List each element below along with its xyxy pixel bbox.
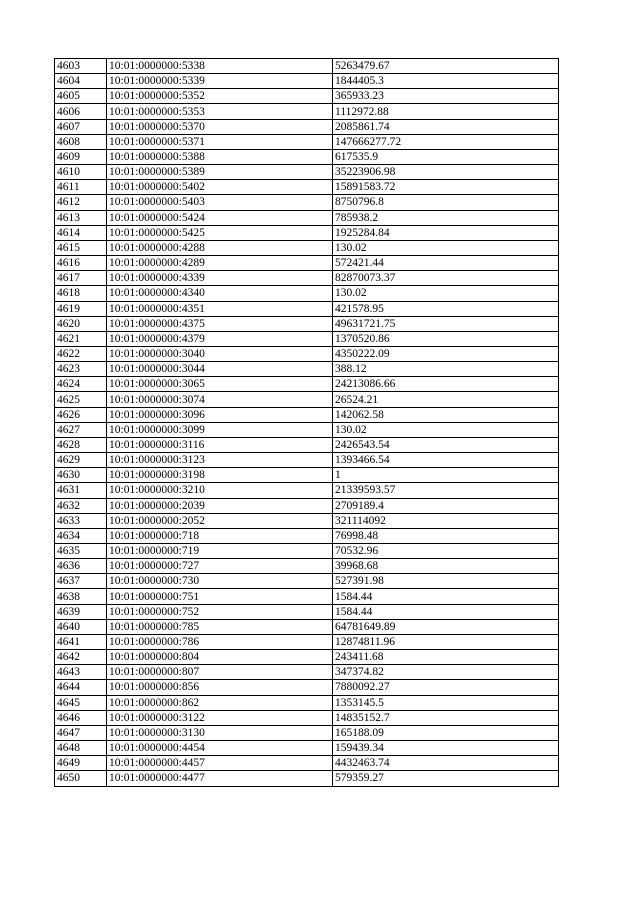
- table-row: [55, 346, 559, 361]
- value-cell: 35223906.98: [333, 165, 559, 180]
- table-row: [55, 362, 559, 377]
- table-row: [55, 741, 559, 756]
- row-number-cell: 4621: [55, 331, 107, 346]
- table-row: [55, 634, 559, 649]
- value-cell: 70532.96: [333, 544, 559, 559]
- cadastral-number-cell: 10:01:0000000:4375: [107, 316, 333, 331]
- value-cell: 2085861.74: [333, 119, 559, 134]
- value-cell: 243411.68: [333, 650, 559, 665]
- value-cell: 130.02: [333, 286, 559, 301]
- table-row: [55, 771, 559, 786]
- table-row: [55, 225, 559, 240]
- table-row: [55, 195, 559, 210]
- value-cell: 24213086.66: [333, 377, 559, 392]
- row-number-cell: 4608: [55, 134, 107, 149]
- table-row: [55, 604, 559, 619]
- row-number-cell: 4627: [55, 422, 107, 437]
- table-row: [55, 210, 559, 225]
- cadastral-number-cell: 10:01:0000000:862: [107, 695, 333, 710]
- table-row: [55, 74, 559, 89]
- cadastral-number-cell: 10:01:0000000:5371: [107, 134, 333, 149]
- table-row: [55, 710, 559, 725]
- value-cell: 527391.98: [333, 574, 559, 589]
- value-cell: 39968.68: [333, 559, 559, 574]
- value-cell: 130.02: [333, 422, 559, 437]
- row-number-cell: 4625: [55, 392, 107, 407]
- value-cell: 1: [333, 468, 559, 483]
- cadastral-number-cell: 10:01:0000000:5424: [107, 210, 333, 225]
- row-number-cell: 4641: [55, 634, 107, 649]
- value-cell: 49631721.75: [333, 316, 559, 331]
- row-number-cell: 4635: [55, 544, 107, 559]
- table-row: [55, 437, 559, 452]
- table-row: [55, 468, 559, 483]
- cadastral-number-cell: 10:01:0000000:3074: [107, 392, 333, 407]
- cadastral-value-table: [54, 58, 559, 787]
- value-cell: 388.12: [333, 362, 559, 377]
- cadastral-number-cell: 10:01:0000000:5353: [107, 104, 333, 119]
- table-row: [55, 271, 559, 286]
- row-number-cell: 4634: [55, 528, 107, 543]
- value-cell: 1393466.54: [333, 453, 559, 468]
- table-row: [55, 407, 559, 422]
- row-number-cell: 4614: [55, 225, 107, 240]
- row-number-cell: 4629: [55, 453, 107, 468]
- value-cell: 142062.58: [333, 407, 559, 422]
- table-row: [55, 377, 559, 392]
- value-cell: 1844405.3: [333, 74, 559, 89]
- row-number-cell: 4616: [55, 256, 107, 271]
- cadastral-number-cell: 10:01:0000000:3122: [107, 710, 333, 725]
- value-cell: 4432463.74: [333, 756, 559, 771]
- row-number-cell: 4612: [55, 195, 107, 210]
- row-number-cell: 4636: [55, 559, 107, 574]
- table-row: [55, 104, 559, 119]
- table-row: [55, 756, 559, 771]
- value-cell: 165188.09: [333, 725, 559, 740]
- value-cell: 64781649.89: [333, 619, 559, 634]
- row-number-cell: 4624: [55, 377, 107, 392]
- row-number-cell: 4605: [55, 89, 107, 104]
- row-number-cell: 4630: [55, 468, 107, 483]
- cadastral-number-cell: 10:01:0000000:4379: [107, 331, 333, 346]
- cadastral-number-cell: 10:01:0000000:718: [107, 528, 333, 543]
- cadastral-number-cell: 10:01:0000000:752: [107, 604, 333, 619]
- value-cell: 1925284.84: [333, 225, 559, 240]
- row-number-cell: 4606: [55, 104, 107, 119]
- table-row: [55, 89, 559, 104]
- row-number-cell: 4617: [55, 271, 107, 286]
- row-number-cell: 4642: [55, 650, 107, 665]
- cadastral-number-cell: 10:01:0000000:2052: [107, 513, 333, 528]
- table-row: [55, 544, 559, 559]
- cadastral-number-cell: 10:01:0000000:4289: [107, 256, 333, 271]
- cadastral-number-cell: 10:01:0000000:730: [107, 574, 333, 589]
- cadastral-number-cell: 10:01:0000000:4288: [107, 240, 333, 255]
- value-cell: 347374.82: [333, 665, 559, 680]
- value-cell: 147666277.72: [333, 134, 559, 149]
- row-number-cell: 4620: [55, 316, 107, 331]
- cadastral-number-cell: 10:01:0000000:3044: [107, 362, 333, 377]
- value-cell: 5263479.67: [333, 59, 559, 74]
- cadastral-number-cell: 10:01:0000000:4339: [107, 271, 333, 286]
- cadastral-number-cell: 10:01:0000000:807: [107, 665, 333, 680]
- value-cell: 76998.48: [333, 528, 559, 543]
- row-number-cell: 4644: [55, 680, 107, 695]
- value-cell: 14835152.7: [333, 710, 559, 725]
- cadastral-number-cell: 10:01:0000000:3096: [107, 407, 333, 422]
- value-cell: 421578.95: [333, 301, 559, 316]
- row-number-cell: 4639: [55, 604, 107, 619]
- table-row: [55, 392, 559, 407]
- table-row: [55, 59, 559, 74]
- value-cell: 365933.23: [333, 89, 559, 104]
- cadastral-number-cell: 10:01:0000000:4457: [107, 756, 333, 771]
- cadastral-number-cell: 10:01:0000000:3210: [107, 483, 333, 498]
- value-cell: 15891583.72: [333, 180, 559, 195]
- row-number-cell: 4648: [55, 741, 107, 756]
- cadastral-number-cell: 10:01:0000000:4351: [107, 301, 333, 316]
- cadastral-number-cell: 10:01:0000000:3198: [107, 468, 333, 483]
- cadastral-number-cell: 10:01:0000000:4340: [107, 286, 333, 301]
- cadastral-number-cell: 10:01:0000000:5352: [107, 89, 333, 104]
- value-cell: 12874811.96: [333, 634, 559, 649]
- table-row: [55, 589, 559, 604]
- row-number-cell: 4631: [55, 483, 107, 498]
- value-cell: 4350222.09: [333, 346, 559, 361]
- value-cell: 617535.9: [333, 149, 559, 164]
- row-number-cell: 4628: [55, 437, 107, 452]
- value-cell: 1584.44: [333, 604, 559, 619]
- row-number-cell: 4623: [55, 362, 107, 377]
- table-row: [55, 316, 559, 331]
- row-number-cell: 4619: [55, 301, 107, 316]
- row-number-cell: 4650: [55, 771, 107, 786]
- cadastral-number-cell: 10:01:0000000:5338: [107, 59, 333, 74]
- cadastral-number-cell: 10:01:0000000:5403: [107, 195, 333, 210]
- table-row: [55, 619, 559, 634]
- value-cell: 8750796.8: [333, 195, 559, 210]
- table-row: [55, 180, 559, 195]
- row-number-cell: 4609: [55, 149, 107, 164]
- row-number-cell: 4626: [55, 407, 107, 422]
- table-row: [55, 725, 559, 740]
- cadastral-number-cell: 10:01:0000000:5388: [107, 149, 333, 164]
- table-row: [55, 665, 559, 680]
- table-row: [55, 498, 559, 513]
- value-cell: 2426543.54: [333, 437, 559, 452]
- table-row: [55, 301, 559, 316]
- cadastral-number-cell: 10:01:0000000:786: [107, 634, 333, 649]
- value-cell: 1584.44: [333, 589, 559, 604]
- cadastral-number-cell: 10:01:0000000:719: [107, 544, 333, 559]
- table-row: [55, 559, 559, 574]
- table-row: [55, 574, 559, 589]
- cadastral-number-cell: 10:01:0000000:4454: [107, 741, 333, 756]
- row-number-cell: 4649: [55, 756, 107, 771]
- row-number-cell: 4633: [55, 513, 107, 528]
- cadastral-number-cell: 10:01:0000000:3116: [107, 437, 333, 452]
- cadastral-number-cell: 10:01:0000000:3099: [107, 422, 333, 437]
- table-row: [55, 650, 559, 665]
- table-row: [55, 331, 559, 346]
- table-row: [55, 453, 559, 468]
- table-row: [55, 513, 559, 528]
- value-cell: 1112972.88: [333, 104, 559, 119]
- table-row: [55, 680, 559, 695]
- row-number-cell: 4603: [55, 59, 107, 74]
- row-number-cell: 4645: [55, 695, 107, 710]
- value-cell: 321114092: [333, 513, 559, 528]
- value-cell: 7880092.27: [333, 680, 559, 695]
- table-row: [55, 422, 559, 437]
- row-number-cell: 4637: [55, 574, 107, 589]
- table-row: [55, 165, 559, 180]
- cadastral-number-cell: 10:01:0000000:3123: [107, 453, 333, 468]
- value-cell: 1370520.86: [333, 331, 559, 346]
- cadastral-number-cell: 10:01:0000000:5425: [107, 225, 333, 240]
- cadastral-number-cell: 10:01:0000000:5389: [107, 165, 333, 180]
- table-row: [55, 483, 559, 498]
- table-row: [55, 695, 559, 710]
- value-cell: 21339593.57: [333, 483, 559, 498]
- value-cell: 1353145.5: [333, 695, 559, 710]
- value-cell: 159439.34: [333, 741, 559, 756]
- row-number-cell: 4618: [55, 286, 107, 301]
- cadastral-number-cell: 10:01:0000000:5402: [107, 180, 333, 195]
- row-number-cell: 4607: [55, 119, 107, 134]
- table-row: [55, 286, 559, 301]
- value-cell: 130.02: [333, 240, 559, 255]
- row-number-cell: 4611: [55, 180, 107, 195]
- row-number-cell: 4622: [55, 346, 107, 361]
- value-cell: 579359.27: [333, 771, 559, 786]
- cadastral-number-cell: 10:01:0000000:4477: [107, 771, 333, 786]
- table-row: [55, 119, 559, 134]
- row-number-cell: 4610: [55, 165, 107, 180]
- row-number-cell: 4613: [55, 210, 107, 225]
- cadastral-number-cell: 10:01:0000000:751: [107, 589, 333, 604]
- table-row: [55, 528, 559, 543]
- cadastral-number-cell: 10:01:0000000:3040: [107, 346, 333, 361]
- cadastral-number-cell: 10:01:0000000:5370: [107, 119, 333, 134]
- cadastral-number-cell: 10:01:0000000:5339: [107, 74, 333, 89]
- cadastral-number-cell: 10:01:0000000:727: [107, 559, 333, 574]
- cadastral-number-cell: 10:01:0000000:3130: [107, 725, 333, 740]
- row-number-cell: 4646: [55, 710, 107, 725]
- row-number-cell: 4615: [55, 240, 107, 255]
- row-number-cell: 4638: [55, 589, 107, 604]
- row-number-cell: 4647: [55, 725, 107, 740]
- table-row: [55, 256, 559, 271]
- cadastral-number-cell: 10:01:0000000:856: [107, 680, 333, 695]
- row-number-cell: 4643: [55, 665, 107, 680]
- table-row: [55, 149, 559, 164]
- cadastral-number-cell: 10:01:0000000:804: [107, 650, 333, 665]
- row-number-cell: 4604: [55, 74, 107, 89]
- value-cell: 26524.21: [333, 392, 559, 407]
- table-row: [55, 134, 559, 149]
- value-cell: 82870073.37: [333, 271, 559, 286]
- row-number-cell: 4632: [55, 498, 107, 513]
- table-row: [55, 240, 559, 255]
- cadastral-number-cell: 10:01:0000000:3065: [107, 377, 333, 392]
- value-cell: 2709189.4: [333, 498, 559, 513]
- cadastral-number-cell: 10:01:0000000:785: [107, 619, 333, 634]
- row-number-cell: 4640: [55, 619, 107, 634]
- cadastral-number-cell: 10:01:0000000:2039: [107, 498, 333, 513]
- table-body: [55, 59, 559, 787]
- value-cell: 572421.44: [333, 256, 559, 271]
- value-cell: 785938.2: [333, 210, 559, 225]
